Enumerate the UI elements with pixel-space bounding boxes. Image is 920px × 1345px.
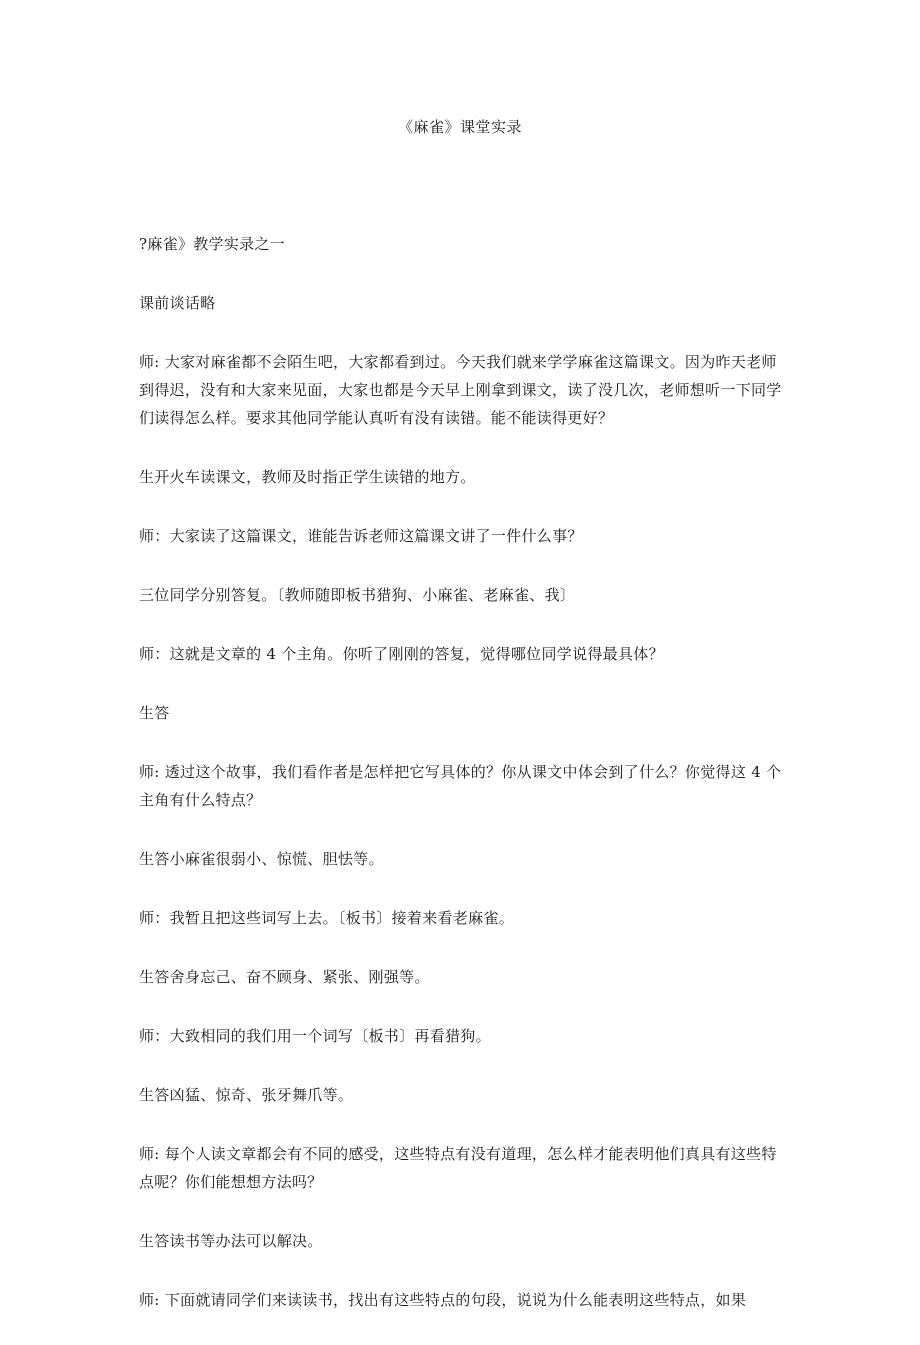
paragraph: 师：我暂且把这些词写上去。〔板书〕接着来看老麻雀。: [139, 909, 515, 927]
paragraph: 师: 每个人读文章都会有不同的感受，这些特点有没有道理，怎么样才能表明他们真具有这些特点呢？你们能想想方法吗？: [139, 1145, 777, 1191]
paragraph: 生答: [139, 704, 170, 722]
paragraph: 生答凶猛、惊奇、张牙舞爪等。: [139, 1086, 354, 1104]
document-body: [139, 230, 784, 1345]
paragraph: 师: 透过这个故事，我们看作者是怎样把它写具体的？你从课文中体会到了什么？你觉得这 4 个主角有什么特点？: [139, 763, 782, 809]
paragraph: 三位同学分别答复。〔教师随即板书猎狗、小麻雀、老麻雀、我〕: [139, 586, 576, 604]
paragraph: 师: 下面就请同学们来读读书，找出有这些特点的句段，说说为什么能表明这些特点，如果: [139, 1291, 747, 1309]
paragraph: 师：大致相同的我们用一个词写〔板书〕再看猎狗。: [139, 1027, 491, 1045]
paragraph: 师: 大家对麻雀都不会陌生吧，大家都看到过。今天我们就来学学麻雀这篇课文。因为昨天老师到得迟，没有和大家来见面，大家也都是今天早上刚拿到课文，读了没几次，老师想听一下同学们读得怎么样。要求其他同学能认真听有没有读错。能不能读得更好？: [139, 353, 782, 427]
paragraph: 生答舍身忘己、奋不顾身、紧张、刚强等。: [139, 968, 430, 986]
paragraph: 生答读书等办法可以解决。: [139, 1232, 323, 1250]
document-title: 《麻雀》课堂实录: [397, 118, 522, 136]
paragraph: 生答小麻雀很弱小、惊慌、胆怯等。: [139, 850, 384, 868]
paragraph: 师：大家读了这篇课文，谁能告诉老师这篇课文讲了一件什么事？: [139, 527, 583, 545]
paragraph: 生开火车读课文，教师及时指正学生读错的地方。: [139, 468, 476, 486]
paragraph: ?麻雀》教学实录之一: [139, 235, 286, 253]
paragraph: 课前谈话略: [139, 294, 216, 312]
paragraph: 师：这就是文章的 4 个主角。你听了刚刚的答复，觉得哪位同学说得最具体？: [139, 645, 664, 663]
